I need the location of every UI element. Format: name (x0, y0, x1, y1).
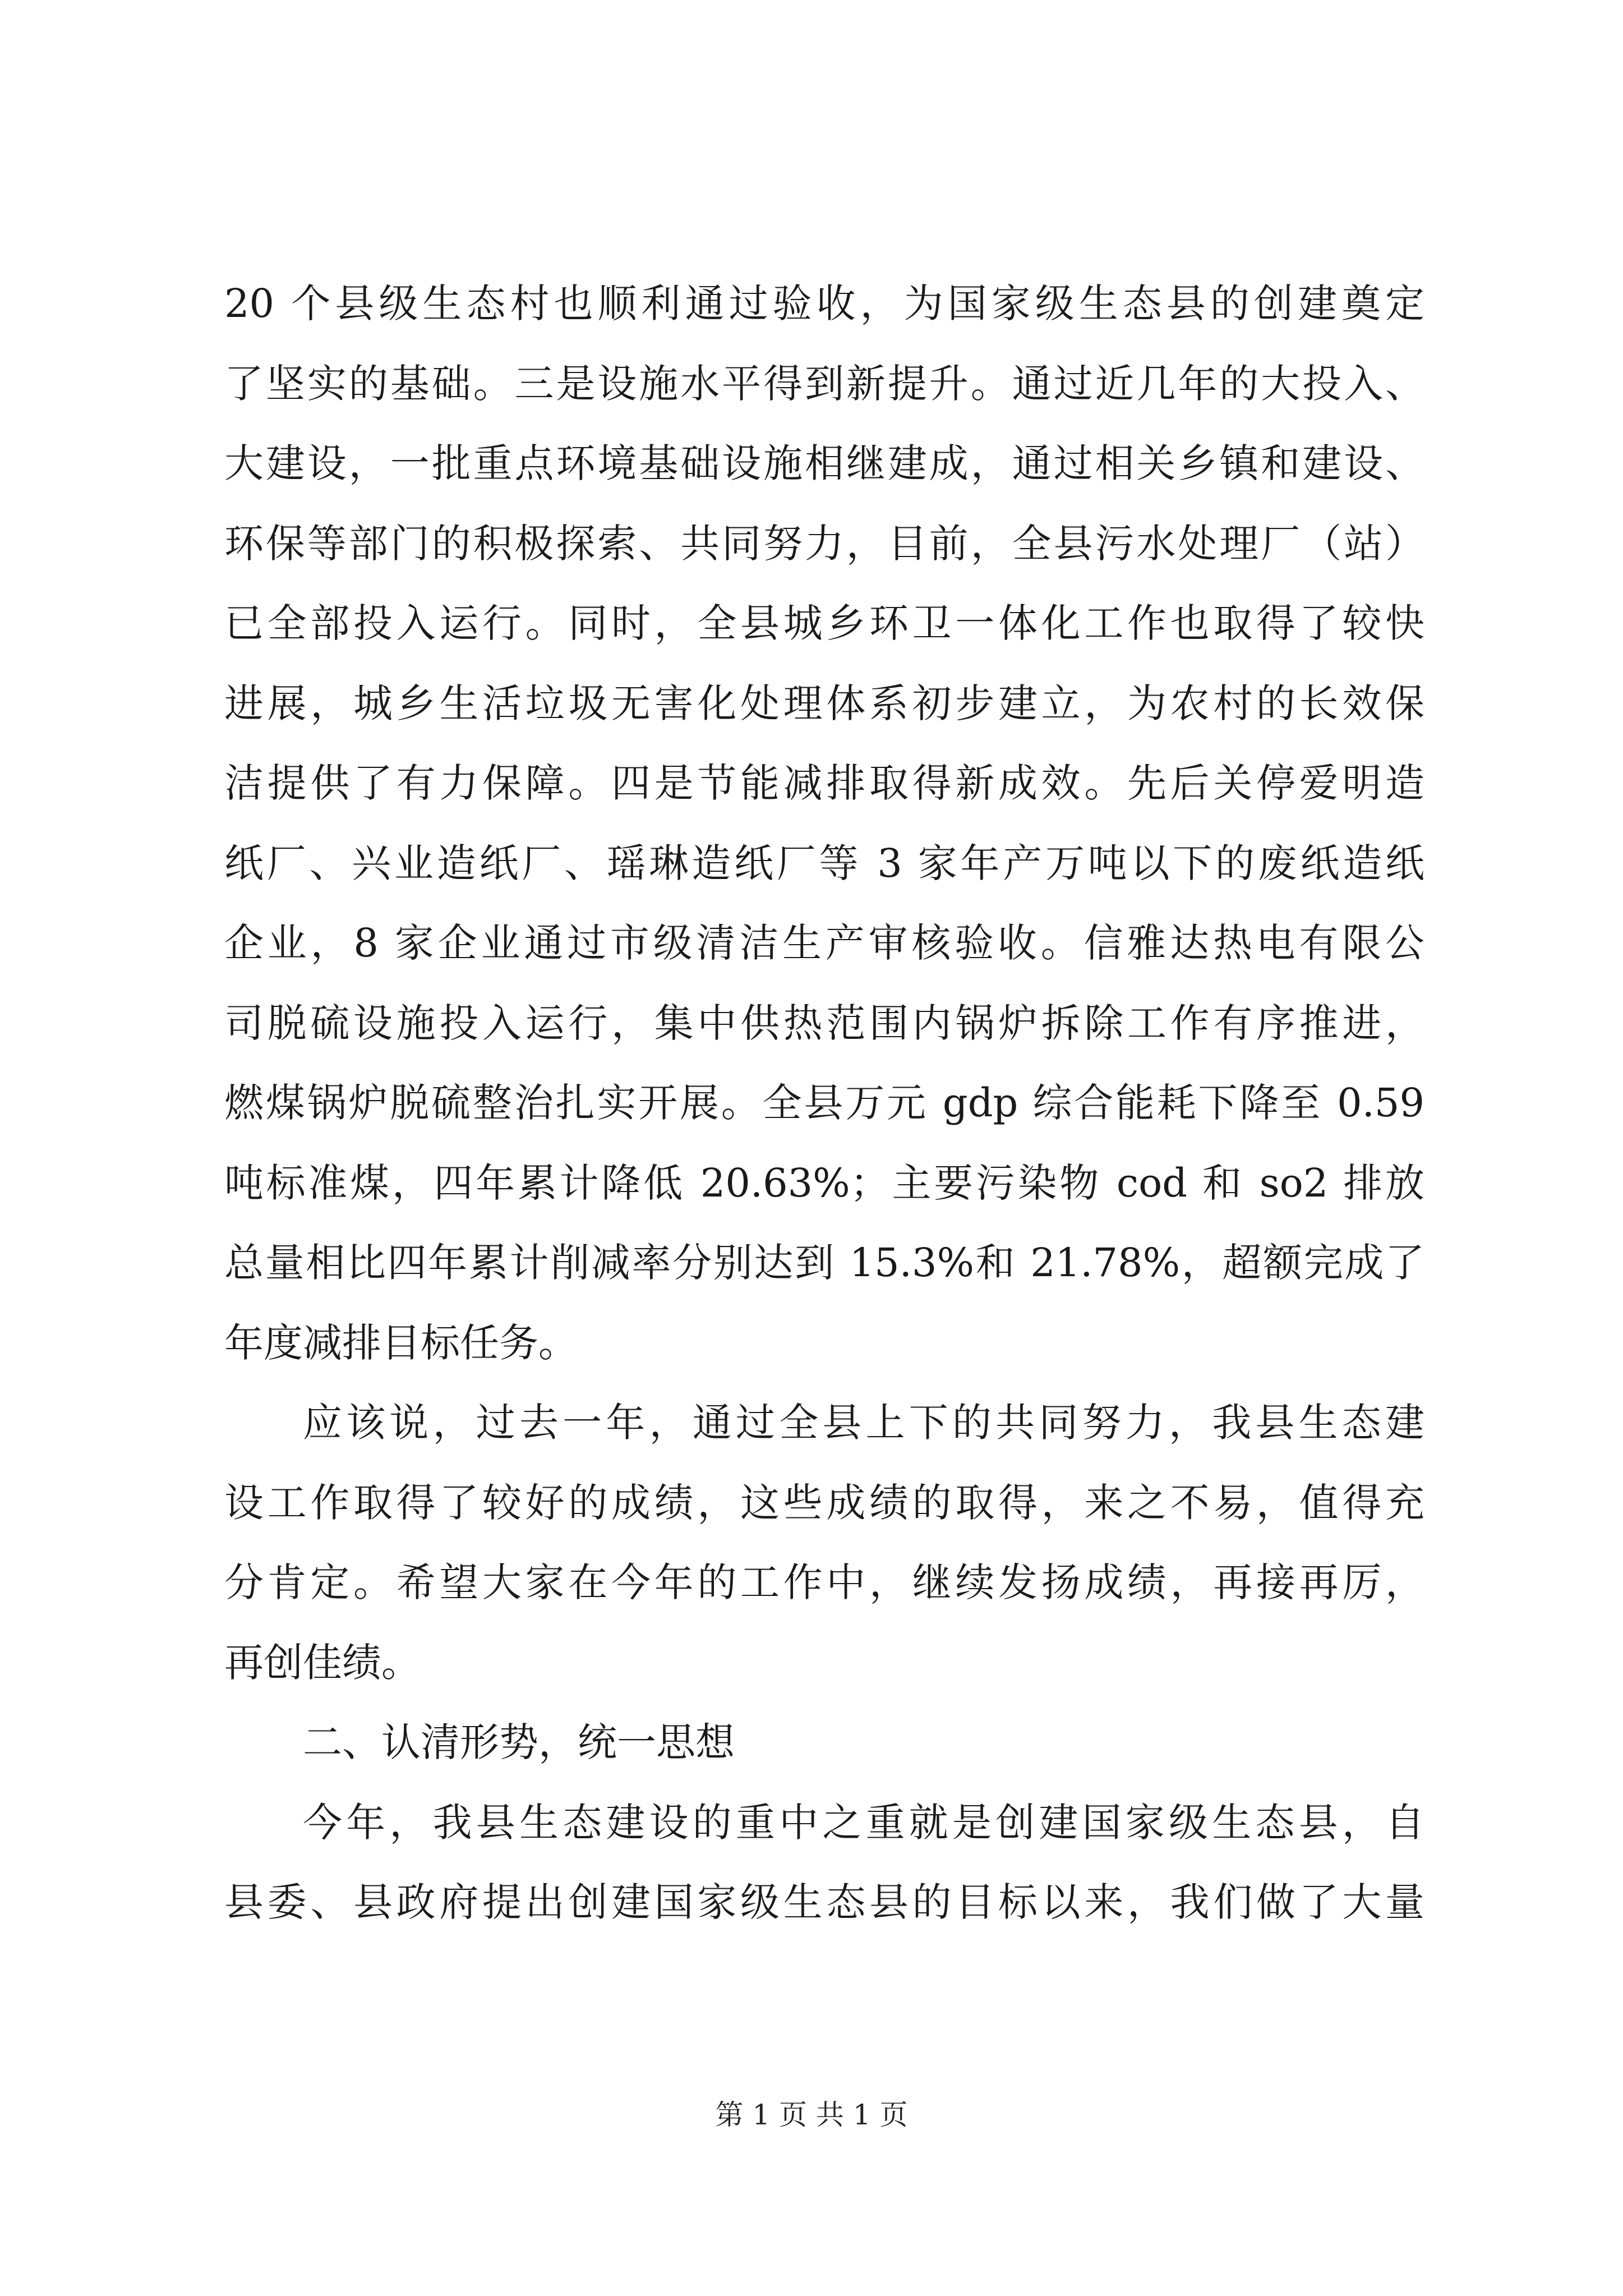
text-line: 司脱硫设施投入运行，集中供热范围内锅炉拆除工作有序推进， (224, 1000, 1424, 1046)
text-line: 分肯定。希望大家在今年的工作中，继续发扬成绩，再接再厉， (224, 1559, 1424, 1605)
text-line: 环保等部门的积极探索、共同努力，目前，全县污水处理厂（站） (224, 520, 1424, 567)
text-line: 企业，8 家企业通过市级清洁生产审核验收。信雅达热电有限公 (224, 920, 1424, 966)
text-line: 县委、县政府提出创建国家级生态县的目标以来，我们做了大量 (224, 1879, 1424, 1925)
paragraph-start-line: 应该说，过去一年，通过全县上下的共同努力，我县生态建 (303, 1400, 1424, 1446)
text-line: 20 个县级生态村也顺利通过验收，为国家级生态县的创建奠定 (224, 280, 1424, 326)
text-line: 进展，城乡生活垃圾无害化处理体系初步建立，为农村的长效保 (224, 680, 1424, 726)
text-line: 总量相比四年累计削减率分别达到 15.3%和 21.78%，超额完成了 (224, 1240, 1424, 1286)
text-line: 设工作取得了较好的成绩，这些成绩的取得，来之不易，值得充 (224, 1479, 1424, 1526)
text-line-paragraph-end: 年度减排目标任务。 (224, 1319, 578, 1366)
text-line-paragraph-end: 再创佳绩。 (224, 1639, 421, 1686)
text-line: 洁提供了有力保障。四是节能减排取得新成效。先后关停爱明造 (224, 760, 1424, 806)
text-line: 纸厂、兴业造纸厂、瑶琳造纸厂等 3 家年产万吨以下的废纸造纸 (224, 840, 1424, 886)
text-line: 大建设，一批重点环境基础设施相继建成，通过相关乡镇和建设、 (224, 440, 1424, 486)
text-line: 吨标准煤，四年累计降低 20.63%；主要污染物 cod 和 so2 排放 (224, 1159, 1424, 1206)
text-line: 燃煤锅炉脱硫整治扎实开展。全县万元 gdp 综合能耗下降至 0.59 (224, 1080, 1424, 1126)
page-footer: 第 1 页 共 1 页 (715, 2099, 908, 2131)
text-line: 已全部投入运行。同时，全县城乡环卫一体化工作也取得了较快 (224, 600, 1424, 646)
section-heading: 二、认清形势，统一思想 (303, 1719, 735, 1765)
paragraph-start-line: 今年，我县生态建设的重中之重就是创建国家级生态县，自 (303, 1799, 1424, 1846)
document-body (224, 264, 1424, 1943)
text-line: 了坚实的基础。三是设施水平得到新提升。通过近几年的大投入、 (224, 360, 1424, 407)
